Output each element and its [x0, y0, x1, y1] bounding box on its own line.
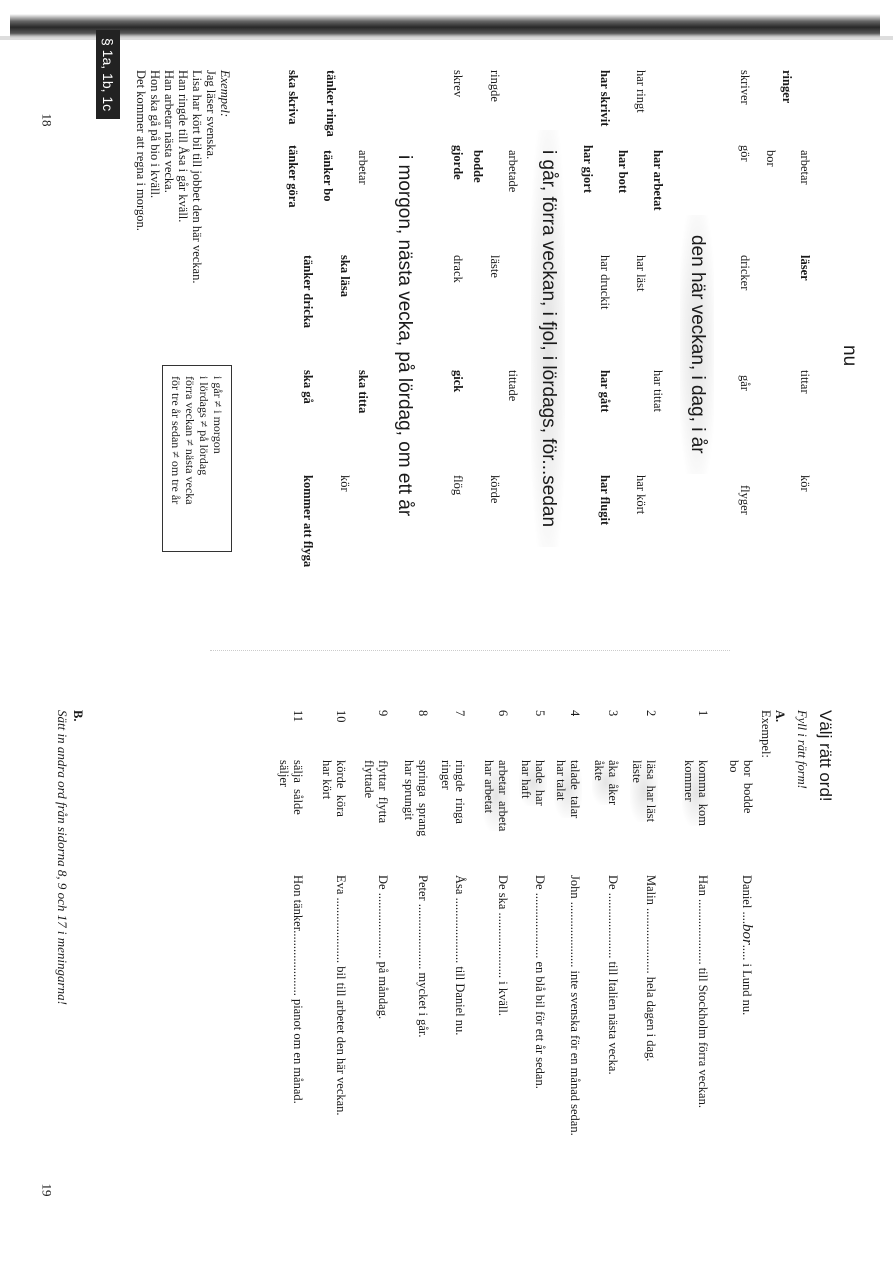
- cell: gick: [451, 370, 465, 393]
- section-badge: § 1a, 1b, 1c: [96, 30, 120, 119]
- left-page-number: 18: [39, 113, 55, 127]
- cell: arbetade: [506, 150, 520, 193]
- cell: drack: [451, 255, 465, 283]
- item-options: komma kom kommer: [682, 760, 710, 826]
- item-number: 1: [696, 710, 710, 717]
- item-sentence: Malin ..................... hela dagen i dag.: [644, 875, 658, 1062]
- cell: flyger: [738, 485, 752, 515]
- example-post: ..... i Lund nu.: [740, 944, 754, 1016]
- item-number: 3: [606, 710, 620, 717]
- cell: skrev: [451, 70, 465, 98]
- cell: ska titta: [356, 370, 370, 414]
- example-line: Jag läser svenska.: [204, 70, 218, 160]
- cell: bodde: [471, 150, 485, 183]
- cell: kör: [798, 475, 812, 492]
- cell: tänker bo: [321, 150, 335, 202]
- cell: ska läsa: [338, 255, 352, 298]
- item-number: 11: [291, 710, 305, 723]
- contrast-box: [162, 365, 232, 552]
- example-options: bor bodde bo: [727, 760, 755, 814]
- item-sentence: Hon tänker..................... pianot om en månad.: [291, 875, 305, 1104]
- left-page: [100, 38, 870, 630]
- cell: flög: [451, 475, 465, 496]
- cell: har skrivit: [598, 70, 612, 127]
- cell: tänker dricka: [301, 255, 315, 329]
- item-sentence: De ..................... en blå bil för ett år sedan.: [533, 875, 547, 1089]
- cell: arbetar: [798, 150, 812, 185]
- item-sentence: De ..................... till Italien nästa vecka.: [606, 875, 620, 1075]
- cell: arbetar: [356, 150, 370, 185]
- right-page: [55, 700, 835, 1220]
- cell: har ringt: [634, 70, 648, 113]
- item-options: talade talar har talat: [554, 760, 582, 819]
- cell: gjorde: [451, 145, 465, 180]
- cell: ska gå: [301, 370, 315, 404]
- example-line: Han ringde till Åsa i går kväll.: [176, 70, 190, 223]
- item-sentence: Peter ..................... mycket i går.: [416, 875, 430, 1038]
- heading-future: i morgon, nästa vecka, på lördag, om ett år: [394, 155, 415, 517]
- cell: har bott: [616, 150, 630, 194]
- page-fold-line: [210, 650, 730, 651]
- item-options: springa sprang har sprungit: [402, 760, 430, 837]
- item-options: sälja sålde säljer: [277, 760, 305, 815]
- item-options: hade har har haft: [519, 760, 547, 806]
- cell: ska skriva: [286, 70, 300, 125]
- section-b-label: B.: [71, 710, 85, 722]
- cell: bor: [764, 150, 778, 167]
- item-options: åka åker åkte: [592, 760, 620, 806]
- cell: går: [738, 375, 752, 391]
- heading-past: i går, förra veckan, i fjol, i lördags, för...sedan: [531, 130, 565, 547]
- item-number: 4: [568, 710, 582, 717]
- item-number: 2: [644, 710, 658, 717]
- box-line: för tre år sedan ≠ om tre år: [169, 376, 183, 505]
- cell: läste: [488, 255, 502, 278]
- item-sentence: Han ..................... till Stockholm förra veckan.: [696, 875, 710, 1108]
- item-number: 6: [496, 710, 510, 717]
- item-sentence: De ..................... på måndag.: [376, 875, 390, 1020]
- item-number: 8: [416, 710, 430, 717]
- exercise-subtitle: Fyll i rätt form!: [795, 710, 809, 789]
- item-number: 5: [533, 710, 547, 717]
- example-line: Han arbetar nästa vecka.: [162, 70, 176, 193]
- example-label: Exempel:: [759, 710, 773, 758]
- scan-edge-shadow: [10, 14, 880, 38]
- heading-nu: nu: [839, 345, 860, 367]
- cell: har gjort: [581, 145, 595, 194]
- section-b-text: Sätt in andra ord från sidorna 8, 9 och 17 i meningarna!: [55, 710, 70, 1005]
- cell: har gått: [598, 370, 612, 413]
- cell: tänker göra: [286, 145, 300, 208]
- box-line: i går ≠ i morgon: [211, 376, 225, 454]
- item-options: körde köra har kört: [320, 760, 348, 817]
- cell: skriver: [738, 70, 752, 105]
- cell: har kört: [634, 475, 648, 515]
- item-options: läsa har läst läste: [630, 760, 658, 823]
- example-sentence: [738, 875, 755, 1015]
- cell: ringde: [488, 70, 502, 102]
- cell: kommer att flyga: [301, 475, 315, 568]
- box-line: i lördags ≠ på lördag: [197, 376, 211, 476]
- item-options: flyttar flytta flyttade: [362, 760, 390, 824]
- heading-perfect: den här veckan, i dag, i år: [680, 215, 714, 474]
- item-options: arbetar arbeta har arbetat: [482, 760, 510, 832]
- exercise-title: Välj rätt ord!: [816, 710, 835, 802]
- right-page-number: 19: [39, 1183, 55, 1197]
- cell: har tittat: [651, 370, 665, 412]
- cell: läser: [798, 255, 812, 281]
- cell: gör: [738, 145, 752, 162]
- cell: har läst: [634, 255, 648, 292]
- cell: kör: [338, 475, 352, 492]
- cell: har flugit: [598, 475, 612, 526]
- section-a-label: A.: [773, 710, 787, 723]
- cell: har arbetat: [651, 150, 665, 211]
- example-line: Det kommer att regna i morgon.: [134, 70, 148, 231]
- scan-edge-line: [0, 36, 893, 40]
- cell: tittar: [798, 370, 812, 394]
- example-line: Lisa har kört bil till jobbet den här veckan.: [190, 70, 204, 284]
- cell: körde: [488, 475, 502, 504]
- cell: tittade: [506, 370, 520, 402]
- item-sentence: Eva ..................... bil till arbetet den här veckan.: [334, 875, 348, 1116]
- cell: tänker ringa: [324, 70, 338, 137]
- item-number: 9: [376, 710, 390, 717]
- example-label: Exempel:: [218, 70, 232, 118]
- item-sentence: John ..................... inte svenska för en månad sedan.: [568, 875, 582, 1136]
- example-pre: Daniel ....: [740, 875, 754, 924]
- item-sentence: De ska ..................... i kväll.: [496, 875, 510, 1016]
- item-options: ringde ringa ringer: [439, 760, 467, 824]
- item-number: 7: [453, 710, 467, 717]
- cell: dricker: [738, 255, 752, 291]
- box-line: förra veckan ≠ nästa vecka: [183, 376, 197, 505]
- example-line: Hon ska gå på bio i kväll.: [148, 70, 162, 199]
- example-answer: bor: [739, 923, 755, 945]
- item-number: 10: [334, 710, 348, 723]
- cell: har druckit: [598, 255, 612, 310]
- cell: ringer: [780, 70, 794, 104]
- item-sentence: Åsa ..................... till Daniel nu.: [453, 875, 467, 1036]
